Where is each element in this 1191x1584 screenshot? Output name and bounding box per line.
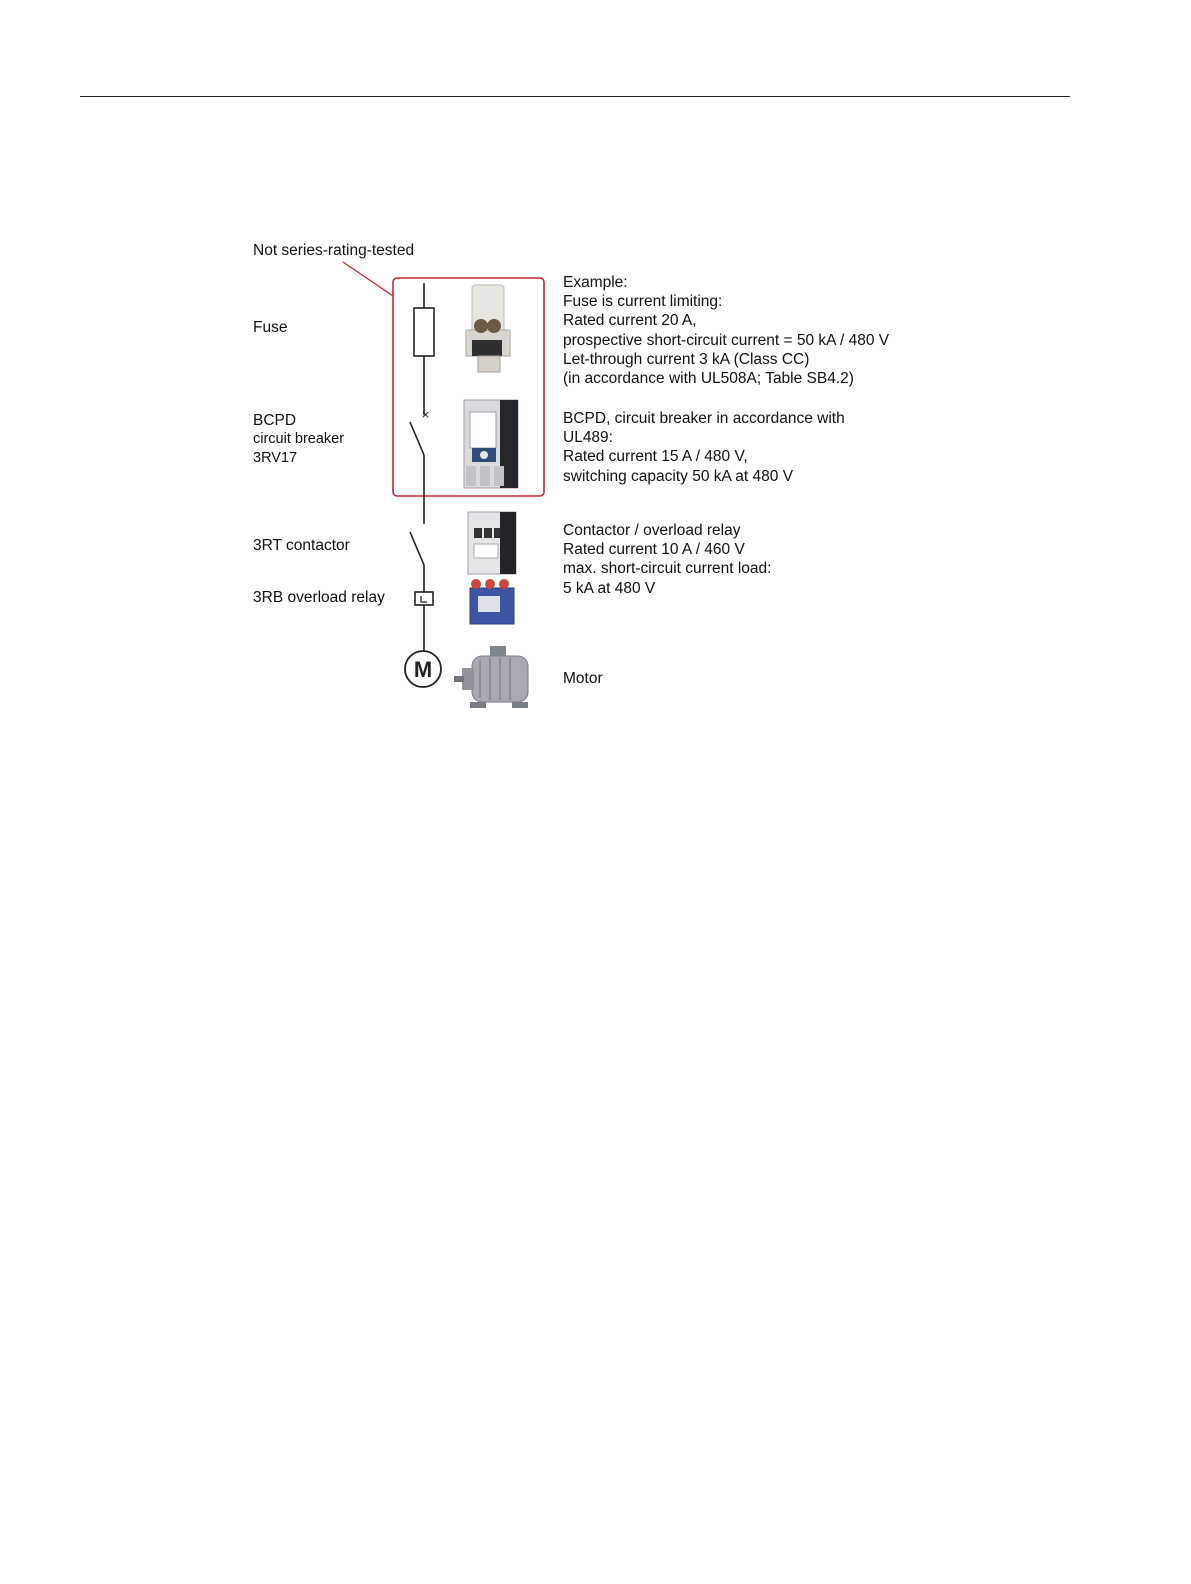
label-3rv17: 3RV17	[253, 450, 298, 466]
fuse-description-line: Rated current 20 A,	[563, 312, 697, 330]
motor-description: Motor	[563, 670, 603, 687]
fuse-description-line: Let-through current 3 kA (Class CC)	[563, 350, 810, 368]
label-bcpd: BCPD	[253, 412, 297, 429]
motor-symbol-letter: M	[413, 657, 433, 682]
label-fuse: Fuse	[253, 319, 288, 336]
fuse-description-line: prospective short-circuit current = 50 kA / 480 V	[563, 331, 890, 349]
breaker-trip-mark: ×	[421, 408, 431, 421]
bcpd-description-line: Rated current 15 A / 480 V,	[563, 448, 748, 466]
fuse-description-line: (in accordance with UL508A; Table SB4.2)	[563, 370, 854, 388]
motor-icon	[454, 646, 528, 708]
fuse-description-line: Example:	[563, 274, 628, 291]
fuse-holder-icon	[466, 285, 510, 372]
callout-not-series-rating-tested: Not series-rating-tested	[253, 242, 415, 259]
callout-leader-line	[343, 262, 393, 296]
fuse-symbol	[414, 308, 434, 356]
overload-relay-icon	[470, 579, 514, 624]
breaker-contact-symbol	[410, 422, 424, 455]
bcpd-description-line: BCPD, circuit breaker in accordance with	[563, 410, 845, 427]
label-circuit-breaker: circuit breaker	[253, 431, 345, 447]
label-3rb-overload-relay: 3RB overload relay	[253, 589, 385, 606]
contactor-description-line: max. short-circuit current load:	[563, 560, 772, 578]
bcpd-description-line: switching capacity 50 kA at 480 V	[563, 467, 794, 485]
label-3rt-contactor: 3RT contactor	[253, 537, 350, 554]
contactor-icon	[468, 512, 516, 574]
overload-relay-symbol	[415, 592, 433, 605]
contactor-description-line: 5 kA at 480 V	[563, 579, 656, 597]
contactor-description-line: Rated current 10 A / 460 V	[563, 541, 745, 559]
contactor-description-line: Contactor / overload relay	[563, 522, 741, 539]
contactor-contact-symbol	[410, 532, 424, 565]
circuit-breaker-icon	[464, 400, 518, 488]
fuse-description-line: Fuse is current limiting:	[563, 293, 723, 311]
bcpd-description-line: UL489:	[563, 429, 613, 447]
